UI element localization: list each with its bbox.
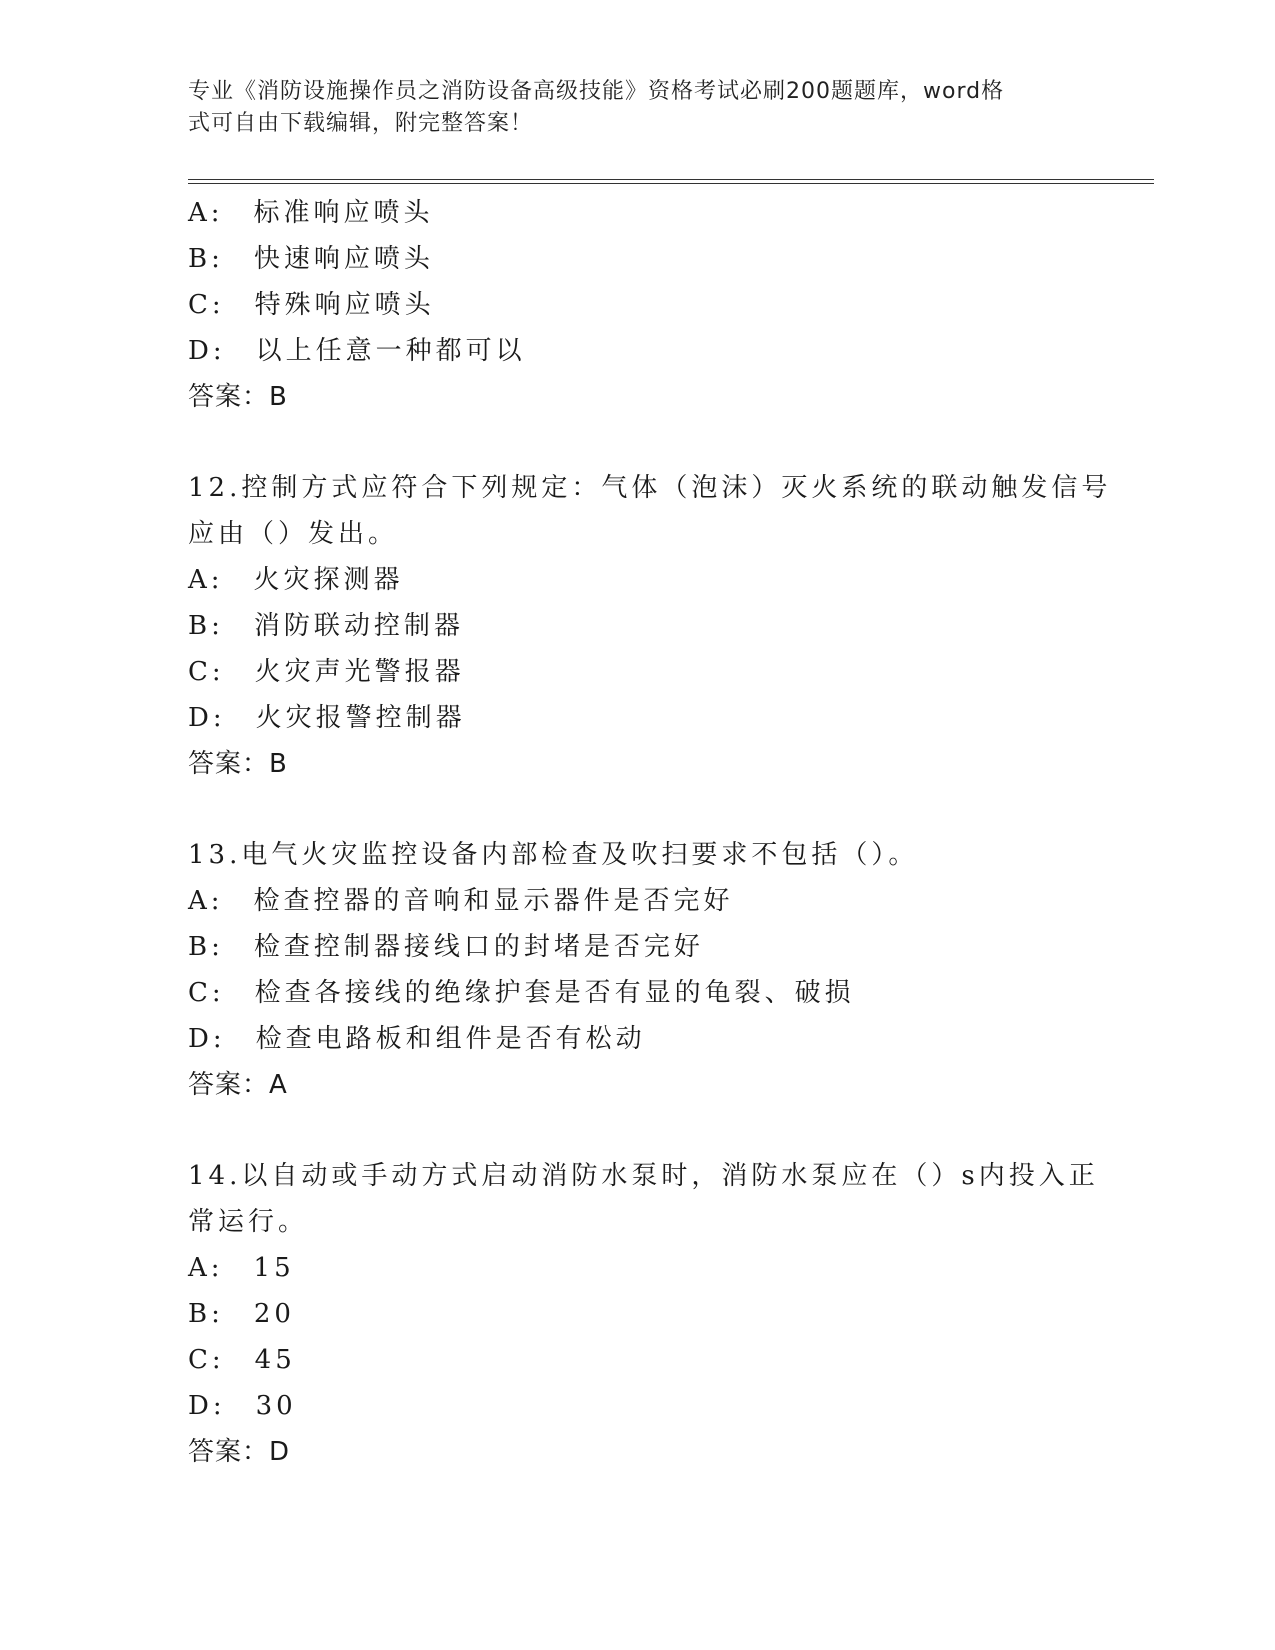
answer: 答案：B [188, 749, 288, 779]
question-text-line-2: 常运行。 [188, 1207, 309, 1237]
option-b: B: 消防联动控制器 [188, 611, 464, 641]
option-b: B: 检查控制器接线口的封堵是否完好 [188, 932, 704, 962]
option-a: A: 检查控器的音响和显示器件是否完好 [188, 886, 734, 916]
header-line-1: 专业《消防设施操作员之消防设备高级技能》资格考试必刷200题题库，word格 [188, 79, 1005, 104]
question-text-line-1: 12.控制方式应符合下列规定：气体（泡沫）灭火系统的联动触发信号 [188, 473, 1112, 503]
document-header [188, 76, 1068, 140]
spacer [188, 420, 1088, 465]
option-d: D: 检查电路板和组件是否有松动 [188, 1024, 646, 1054]
question-content [188, 190, 1112, 1475]
question-12 [188, 465, 1112, 787]
option-d: D: 火灾报警控制器 [188, 703, 466, 733]
option-c: C: 45 [188, 1345, 296, 1375]
option-b: B: 20 [188, 1299, 295, 1329]
question-text-line-2: 应由（）发出。 [188, 519, 399, 549]
option-c: C: 检查各接线的绝缘护套是否有显的龟裂、破损 [188, 978, 855, 1008]
spacer [188, 787, 1088, 832]
option-b: B: 快速响应喷头 [188, 244, 434, 274]
answer: 答案：B [188, 382, 288, 412]
option-d: D: 以上任意一种都可以 [188, 336, 526, 366]
option-c: C: 火灾声光警报器 [188, 657, 465, 687]
answer: 答案：D [188, 1437, 291, 1467]
header-line-2: 式可自由下载编辑，附完整答案！ [188, 111, 534, 136]
question-14 [188, 1153, 1099, 1475]
option-a: A: 标准响应喷头 [188, 198, 434, 228]
spacer [188, 1108, 1088, 1153]
header-divider-top [188, 179, 1154, 180]
option-c: C: 特殊响应喷头 [188, 290, 435, 320]
answer: 答案：A [188, 1070, 288, 1100]
header-divider-bottom [188, 183, 1154, 184]
question-text-line-1: 13.电气火灾监控设备内部检查及吹扫要求不包括（）。 [188, 840, 919, 870]
option-a: A: 火灾探测器 [188, 565, 404, 595]
question-11 [188, 190, 1088, 420]
question-13 [188, 832, 1088, 1108]
option-d: D: 30 [188, 1391, 297, 1421]
option-a: A: 15 [188, 1253, 295, 1283]
question-text-line-1: 14.以自动或手动方式启动消防水泵时，消防水泵应在（）s内投入正 [188, 1161, 1099, 1191]
